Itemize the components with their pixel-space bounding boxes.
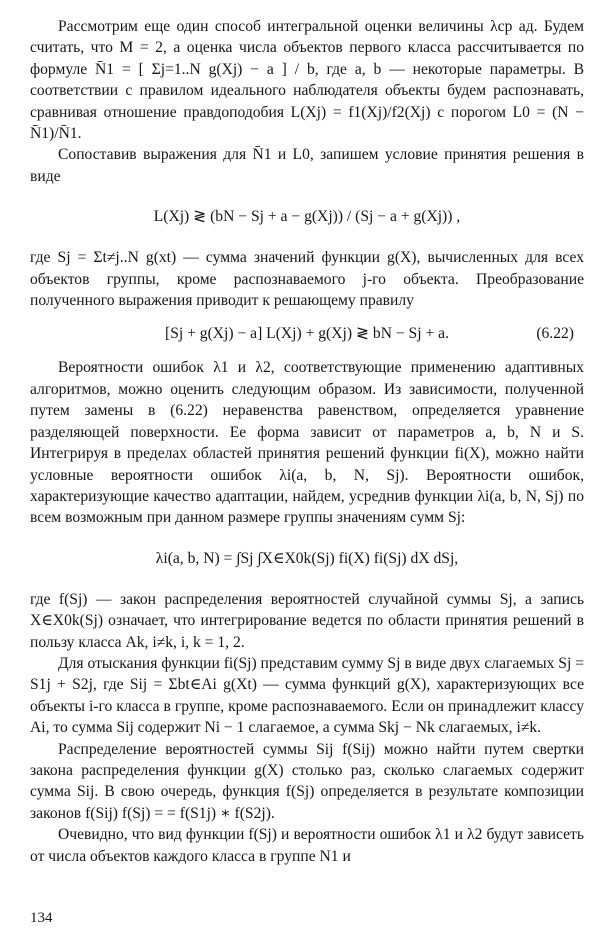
paragraph-6 [30,653,584,739]
paragraph-4 [30,357,584,528]
paragraph-2 [30,144,584,187]
paragraph-4-text: Вероятности ошибок λ1 и λ2, соответствующие применению адаптивных алгоритмов, можно оценить следующим образом. Из зависимости, полученной путем замены в (6.22) неравенства равенством, определяется уравнение разделяющей поверхности. Ее форма зависит от параметров a, b, N и S. Интегрируя в пределах областей принятия решений функции fi(X), можно найти условные вероятности ошибок λi(a, b, N, Sj). Вероятности ошибок, характеризующие качество адаптации, найдем, усреднив функции λi(a, b, N, Sj) по всем возможным при данном размере группы значениям сумм Sj: [30,359,584,527]
paragraph-7 [30,739,584,825]
equation-2-text: [Sj + g(Xj) − a] L(Xj) + g(Xj) ≷ bN − Sj + a. [165,325,449,343]
paragraph-3 [30,247,584,311]
page-number: 134 [30,910,53,926]
paragraph-5 [30,589,584,653]
equation-number: (6.22) [536,325,574,343]
paragraph-7-text: Распределение вероятностей суммы Sij f(Sij) можно найти путем свертки закона распределения функции g(X) столько раз, сколько слагаемых содержит сумма Sij. В свою очередь, функция f(Sj) определяется в результате композиции законов f(Sij) f(Sj) = = f(S1j) ∗ f(S2j). [30,740,584,822]
paragraph-2-text: Сопоставив выражения для N̄1 и L0, запишем условие принятия решения в виде [30,146,584,185]
equation-error-probability [30,535,584,583]
paragraph-6-text: Для отыскания функции fi(Sj) представим сумму Sj в виде двух слагаемых Sj = S1j + S2j, где Sij = Σbt∈Ai g(Xt) — сумма функций g(X), характеризующих все объекты i-го класса в группе, кроме распознаваемого. Если он принадлежит классу Ai, то сумма Sij содержит Ni − 1 слагаемое, а сумма Skj − Nk слагаемых, i≠k. [30,654,584,737]
equation-6-22 [30,317,584,351]
equation-3-text: λi(a, b, N) = ∫Sj ∫X∈X0k(Sj) fi(X) fi(Sj) dX dSj, [155,549,459,567]
paragraph-8-text: Очевидно, что вид функции f(Sj) и вероятности ошибок λ1 и λ2 будут зависеть от числа объектов каждого класса в группе N1 и [30,826,584,865]
equation-decision-condition [30,193,584,241]
paragraph-1-text: Рассмотрим еще один способ интегральной оценки величины λср ад. Будем считать, что M = 2, а оценка числа объектов первого класса рассчитывается по формуле N̄1 = [ Σj=1..N g(Xj) − a ] / b, где a, b — некоторые параметры. В соответствии с правилом идеального наблюдателя объекты будем распознавать, сравнивая отношение правдоподобия L(Xj) = f1(Xj)/f2(Xj) с порогом L0 = (N − N̄1)/N̄1. [30,18,584,143]
paragraph-5-text: где f(Sj) — закон распределения вероятностей случайной суммы Sj, а запись X∈X0k(Sj) означает, что интегрирование ведется по области принятия решений в пользу класса Ak, i≠k, i, k = 1, 2. [30,590,584,651]
paragraph-8 [30,824,584,867]
paragraph-1 [30,16,584,144]
paragraph-3-text: где Sj = Σt≠j..N g(xt) — сумма значений функции g(X), вычисленных для всех объектов группы, кроме распознаваемого j-го объекта. Преобразование полученного выражения приводит к решающему правилу [30,249,584,310]
equation-1-text: L(Xj) ≷ (bN − Sj + a − g(Xj)) / (Sj − a + g(Xj)) , [153,208,461,226]
